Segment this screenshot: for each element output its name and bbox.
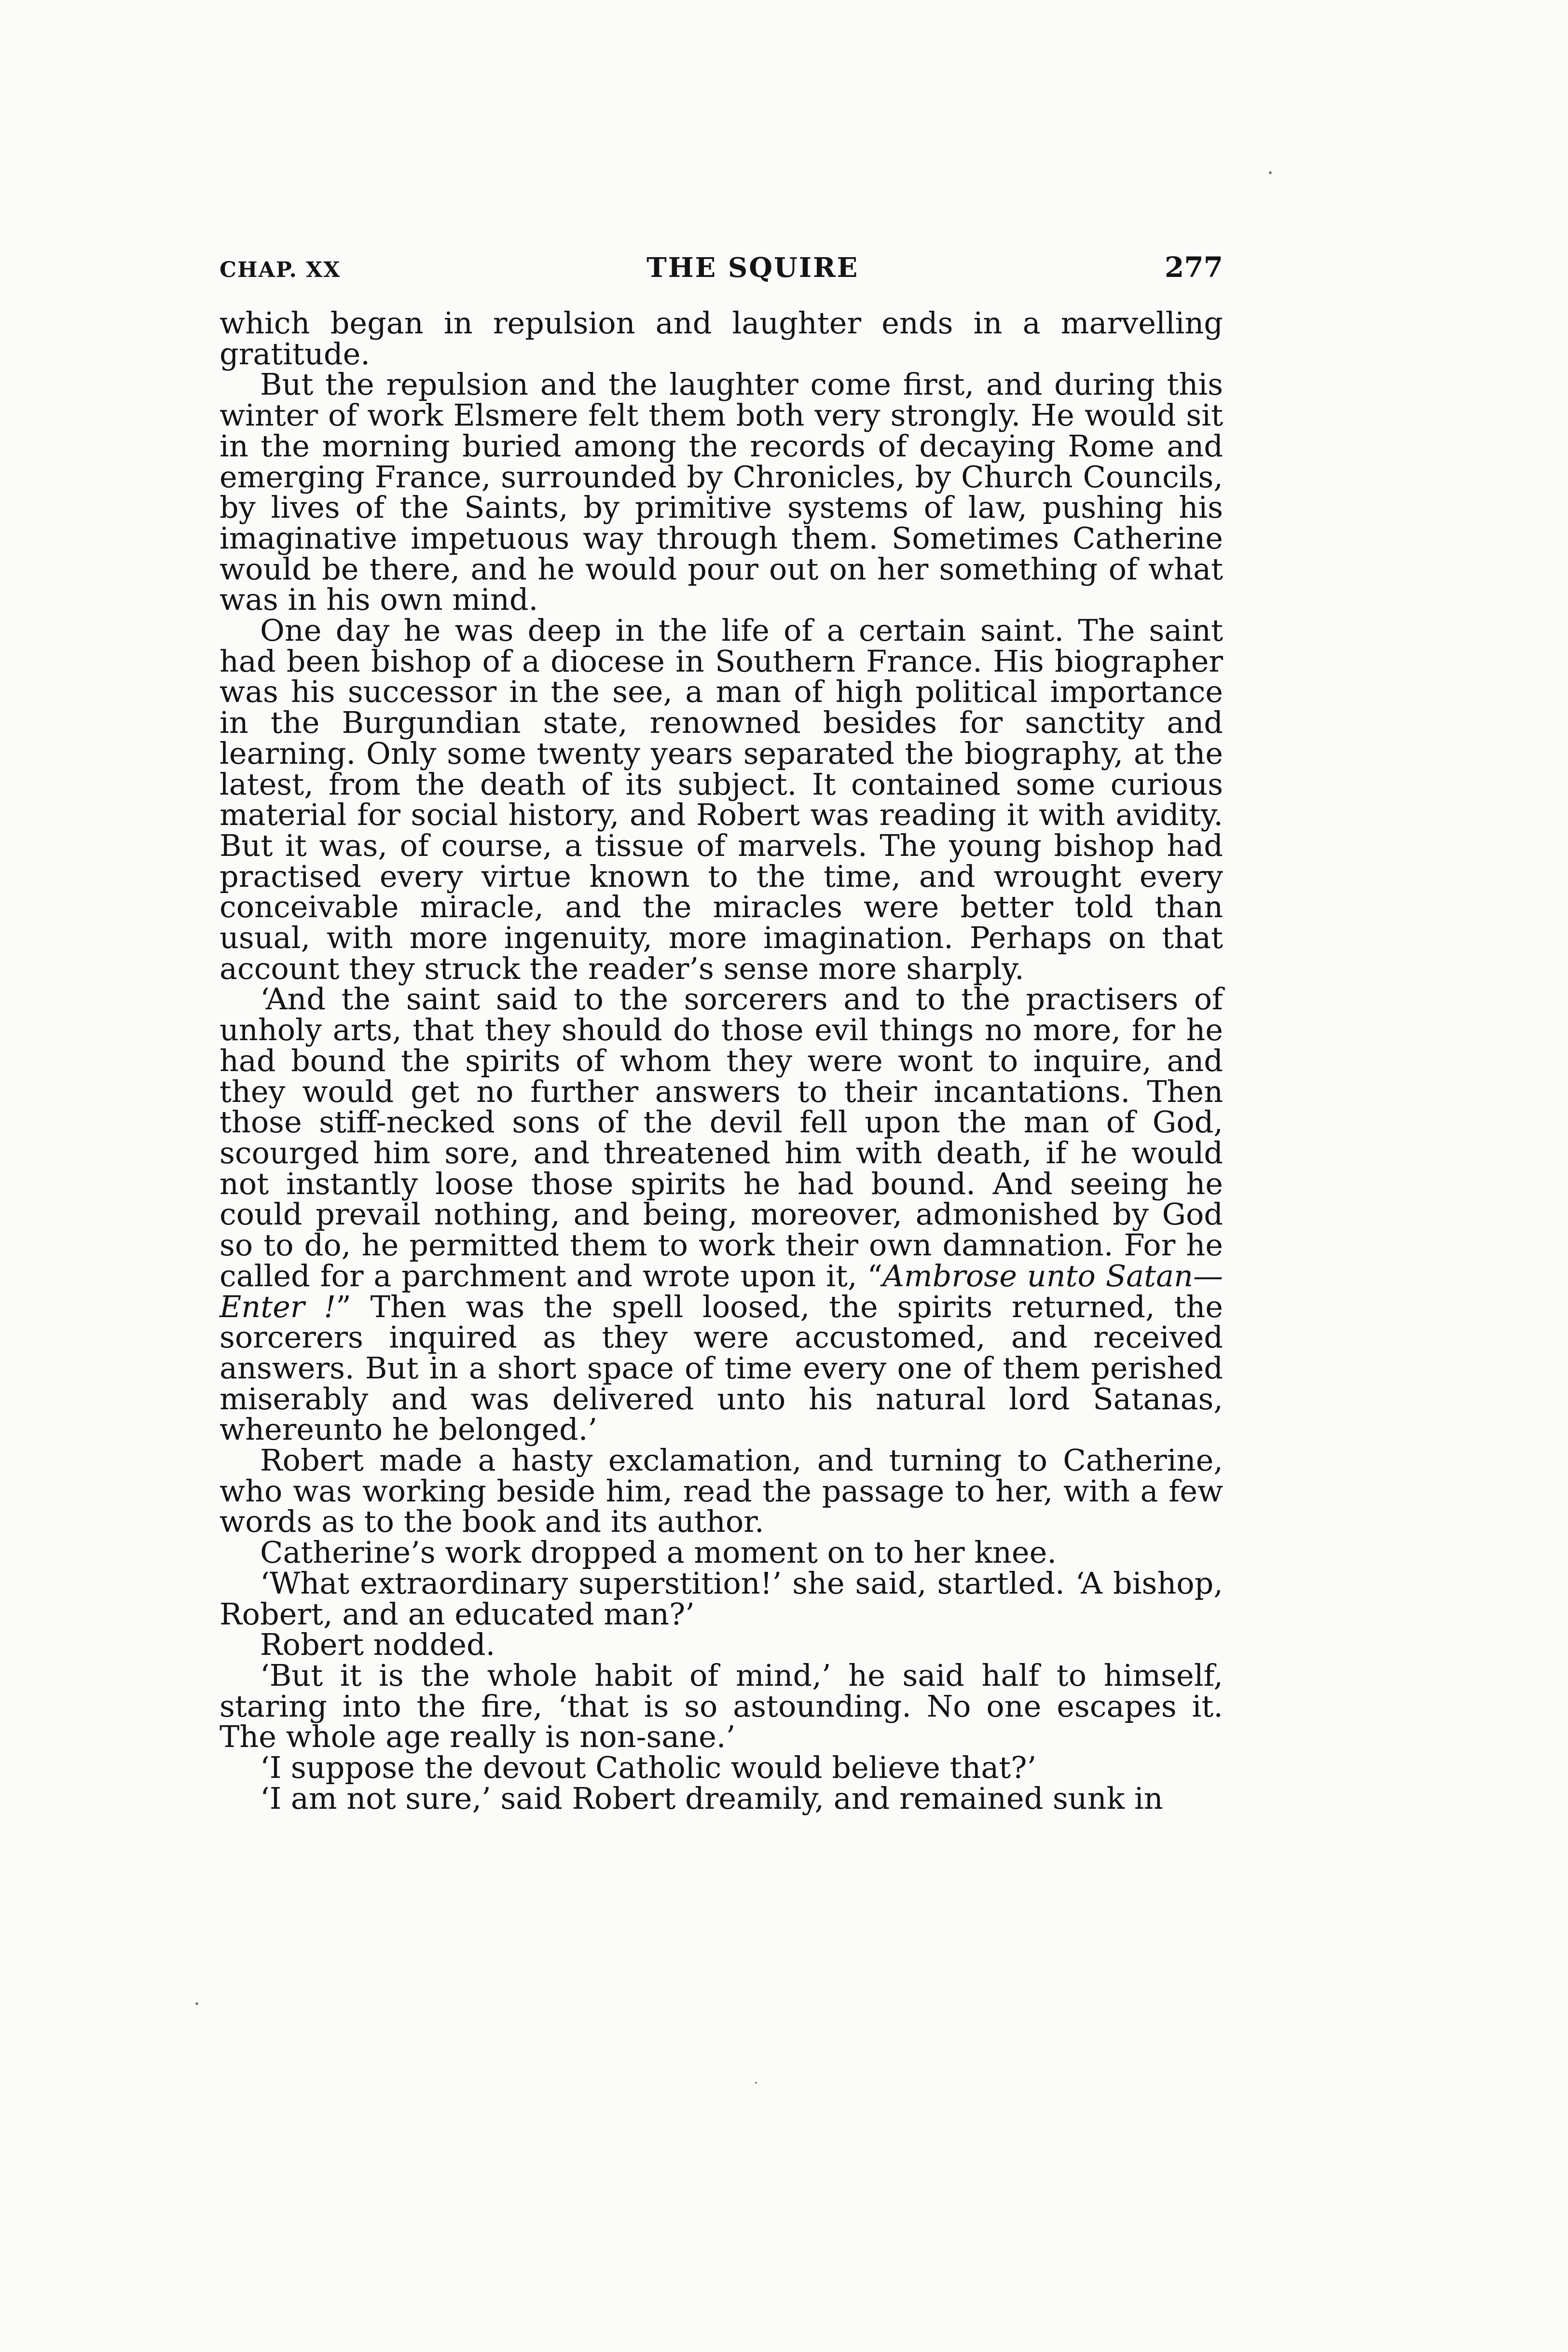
chapter-label: CHAP. XX (220, 258, 341, 282)
quoted-passage (220, 981, 1224, 1447)
paragraph: Robert nodded. (260, 1627, 495, 1663)
paragraph: ‘I am not sure,’ said Robert dreamily, and remained sunk in (260, 1780, 1163, 1816)
quote-text: ‘And the saint said to the sorcerers and to the practisers of unholy arts, that they should do those evil things no more, for he had bound the spirits of whom they were wont to inquire, and they would get no further answers to their incantations. Then those stiff-necked sons of the devil fell upon the man of God, scourged him sore, and threatened him with death, if he would not instantly loose those spirits he had bound. And seeing he could prevail nothing, and being, moreover, admonished by God so to do, he permitted them to work their own damnation. For he called for a parchment and wrote upon it, “ (220, 981, 1223, 1293)
paragraph: One day he was deep in the life of a certain saint. The saint had been bishop of a diocese in Southern France. His biographer was his successor in the see, a man of high political importance in the Burgundian state, renowned besides for sanctity and learning. Only some twenty years separated the biography, at the latest, from the death of its subject. It contained some curious material for social history, and Robert was reading it with avidity. But it was, of course, a tissue of marvels. The young bishop had practised every virtue known to the time, and wrought every conceivable miracle, and the miracles were better told than usual, with more ingenuity, more imagination. Perhaps on that account they struck the reader’s sense more sharply. (220, 613, 1223, 986)
quote-text-end: ” Then was the spell loosed, the spirits returned, the sorcerers inquired as they were accustomed, and received answers. But in a short space of time every one of them perished miserably and was delivered unto his natural lord Satanas, whereunto he belonged.’ (220, 1289, 1224, 1447)
paragraph: which began in repulsion and laughter ends in a marvelling gratitude. (220, 305, 1223, 371)
paper-speck (755, 2082, 757, 2084)
paragraph: ‘But it is the whole habit of mind,’ he said half to himself, staring into the fire, ‘that is so astounding. No one escapes it. The whole age really is non-sane.’ (220, 1657, 1223, 1755)
page-number: 277 (1164, 251, 1223, 284)
paragraph: But the repulsion and the laughter come first, and during this winter of work Elsmere felt them both very strongly. He would sit in the morning buried among the records of decaying Rome and emerging France, surrounded by Chronicles, by Church Councils, by lives of the Saints, by primitive systems of law, pushing his imaginative impetuous way through them. Sometimes Catherine would be there, and he would pour out on her something of what was in his own mind. (220, 367, 1223, 618)
paragraph: ‘What extraordinary superstition!’ she said, startled. ‘A bishop, Robert, and an educated man?’ (220, 1565, 1223, 1632)
running-head (220, 251, 1223, 289)
paragraph: Catherine’s work dropped a moment on to her knee. (260, 1535, 1057, 1570)
running-title: THE SQUIRE (646, 252, 859, 284)
paper-speck (1269, 171, 1272, 174)
body-text (220, 305, 1224, 1816)
paragraph: Robert made a hasty exclamation, and turning to Catherine, who was working beside him, read the passage to her, with a few words as to the book and its author. (220, 1443, 1223, 1540)
paragraph: ‘I suppose the devout Catholic would believe that?’ (260, 1750, 1037, 1786)
paper-speck (195, 2002, 198, 2005)
quote-italic: Ambrose unto Satan—Enter ! (220, 1258, 1223, 1324)
